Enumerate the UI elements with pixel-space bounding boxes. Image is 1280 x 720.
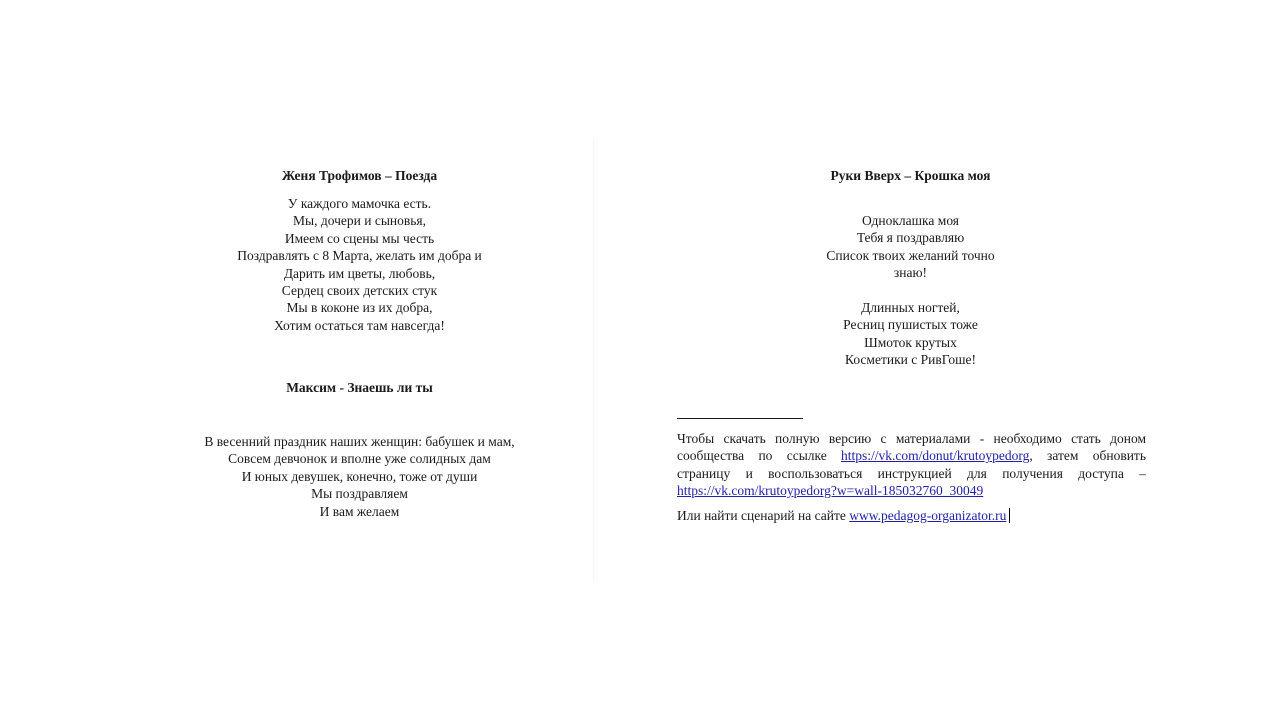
verse-line: Хотим остаться там навсегда! <box>274 317 445 333</box>
song-verse-ruki-vverh <box>640 212 1181 369</box>
song-title-maksim: Максим - Знаешь ли ты <box>286 380 433 395</box>
verse-line: знаю! <box>893 265 928 281</box>
song-verse-maksim <box>0 433 719 520</box>
verse-line: Имеем со сцены мы честь <box>284 230 435 246</box>
verse-line: Мы в коконе из их добра, <box>286 300 433 316</box>
song-title-trofimov: Женя Трофимов – Поезда <box>281 168 438 183</box>
right-page <box>640 0 1280 720</box>
verse-line: Тебя я поздравляю <box>856 230 965 246</box>
verse-line: Косметики с РивГоше! <box>845 352 976 368</box>
donut-link[interactable]: https://vk.com/donut/krutoypedorg <box>841 448 1030 464</box>
verse-line: Дарить им цветы, любовь, <box>283 265 436 281</box>
verse-line: Шмоток крутых <box>864 334 957 350</box>
verse-line: Поздравлять с 8 Марта, желать им добра и <box>237 248 482 264</box>
verse-line: Мы, дочери и сыновья, <box>293 213 426 229</box>
footnote-site-line <box>677 507 1146 524</box>
verse-line: Одноклашка моя <box>861 213 960 228</box>
wall-post-link[interactable]: https://vk.com/krutoypedorg?w=wall-185032760_30049 <box>677 483 984 499</box>
song-title-ruki-vverh: Руки Вверх – Крошка моя <box>830 168 991 183</box>
verse-line: В весенний праздник наших женщин: бабушек и мам, <box>204 434 515 449</box>
song-verse-trofimov <box>0 195 719 334</box>
verse-line: Совсем девчонок и вполне уже солидных дам <box>228 451 491 467</box>
page-divider <box>593 140 594 580</box>
site-link[interactable]: www.pedagog-organizator.ru <box>849 508 1007 523</box>
footnote-download-info <box>677 430 1146 500</box>
verse-line: Сердец своих детских стук <box>281 283 438 299</box>
footnote-separator <box>677 418 803 419</box>
text-cursor <box>1009 508 1010 523</box>
verse-line <box>640 282 1181 299</box>
footnote-text-start: Чтобы скачать полную версию с материалами - необходимо стать доном сообщества по ссылке <box>677 431 1146 464</box>
site-prefix-text: Или найти сценарий на сайте <box>677 508 846 523</box>
verse-line: Ресниц пушистых тоже <box>843 317 978 333</box>
verse-line: Мы поздравляем <box>311 486 408 502</box>
verse-line: И юных девушек, конечно, тоже от души <box>241 468 478 484</box>
verse-line: Список твоих желаний точно <box>826 247 995 263</box>
footnote-text-middle: , затем обновить страницу и воспользоваться инструкцией для получения доступа – <box>677 448 1146 481</box>
verse-line: У каждого мамочка есть. <box>287 196 432 211</box>
verse-line: Длинных ногтей, <box>861 300 960 316</box>
verse-line: И вам желаем <box>319 503 400 519</box>
